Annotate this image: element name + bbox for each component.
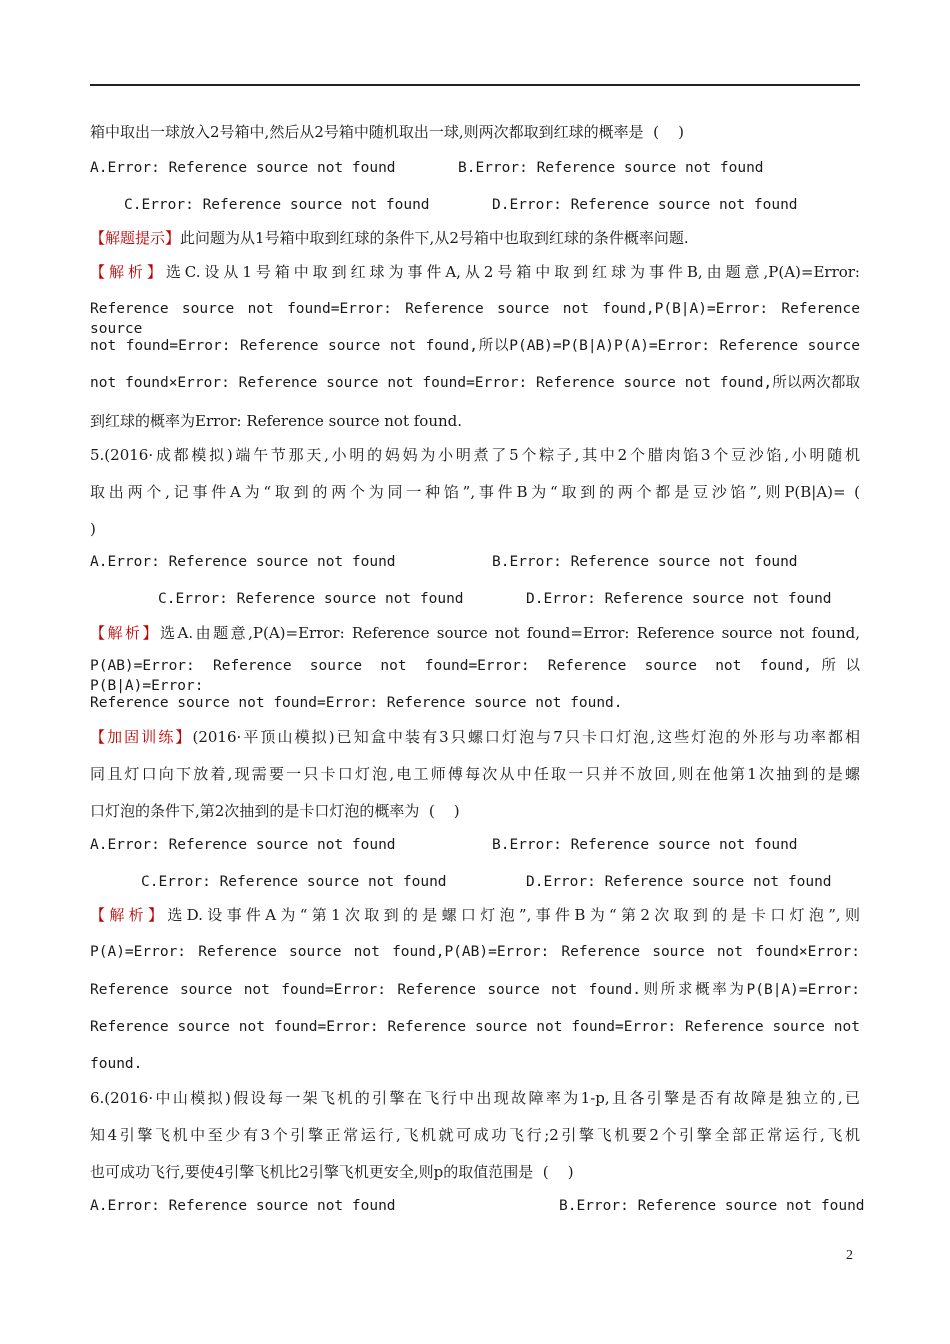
page-number: 2 bbox=[846, 1248, 853, 1263]
question-5-line-3: ) bbox=[90, 520, 96, 538]
q5-option-d: D.Error: Reference source not found bbox=[526, 591, 832, 607]
solution-4-line-4: not found×Error: Reference source not found=Error: Reference source not found,所以两次都取 bbox=[90, 375, 860, 391]
solution-5-line-2: P(AB)=Error: Reference source not found=Error: Reference source not found,所以P(B|A)=Error: bbox=[90, 658, 860, 694]
extension-line-3: 口灯泡的条件下,第2次抽到的是卡口灯泡的概率为 ( ) bbox=[90, 802, 460, 820]
hint-text: 此问题为从1号箱中取到红球的条件下,从2号箱中也取到红球的条件概率问题. bbox=[180, 229, 689, 247]
solution-ext-line-4: Reference source not found=Error: Reference source not found=Error: Reference source not bbox=[90, 1019, 860, 1035]
ext-option-b: B.Error: Reference source not found bbox=[492, 837, 798, 853]
solution-ext-line-2: P(A)=Error: Reference source not found,P(AB)=Error: Reference source not found×Error: bbox=[90, 944, 860, 960]
extension-line-2: 同且灯口向下放着,现需要一只卡口灯泡,电工师傅每次从中任取一只并不放回,则在他第1次抽到的是螺 bbox=[90, 765, 860, 783]
question-5-line-1: 5.(2016·成都模拟)端午节那天,小明的妈妈为小明煮了5个粽子,其中2个腊肉馅3个豆沙馅,小明随机 bbox=[90, 446, 860, 464]
q5-option-b: B.Error: Reference source not found bbox=[492, 554, 798, 570]
solution-tag: 【解析】 bbox=[90, 906, 168, 924]
q4-option-d: D.Error: Reference source not found bbox=[492, 197, 798, 213]
q5-option-a: A.Error: Reference source not found bbox=[90, 554, 396, 570]
solution-text: 选D.设事件A为“第1次取到的是螺口灯泡”,事件B为“第2次取到的是卡口灯泡”,则 bbox=[167, 906, 860, 924]
ext-option-d: D.Error: Reference source not found bbox=[526, 874, 832, 890]
solution-tag: 【解析】 bbox=[90, 263, 166, 281]
q4-option-c: C.Error: Reference source not found bbox=[124, 197, 430, 213]
hint-tag: 【解题提示】 bbox=[90, 229, 181, 247]
q4-option-b: B.Error: Reference source not found bbox=[458, 160, 764, 176]
solution-text: 选A.由题意,P(A)=Error: Reference source not found=Error: Reference source not found, bbox=[160, 624, 860, 642]
q5-option-c: C.Error: Reference source not found bbox=[158, 591, 464, 607]
solution-4-line-5: 到红球的概率为Error: Reference source not found. bbox=[90, 412, 463, 430]
header-rule bbox=[90, 84, 860, 86]
solution-4-line-1 bbox=[90, 262, 860, 282]
q6-option-b: B.Error: Reference source not found bbox=[559, 1198, 865, 1214]
extension-text: (2016·平顶山模拟)已知盒中装有3只螺口灯泡与7只卡口灯泡,这些灯泡的外形与功率都相 bbox=[192, 728, 860, 746]
question-4-stem-line: 箱中取出一球放入2号箱中,然后从2号箱中随机取出一球,则两次都取到红球的概率是 ( ) bbox=[90, 123, 684, 141]
question-6-line-1: 6.(2016·中山模拟)假设每一架飞机的引擎在飞行中出现故障率为1-p,且各引擎是否有故障是独立的,已 bbox=[90, 1089, 860, 1107]
question-6-line-3: 也可成功飞行,要使4引擎飞机比2引擎飞机更安全,则p的取值范围是 ( ) bbox=[90, 1163, 574, 1181]
solution-ext-line-5: found. bbox=[90, 1056, 143, 1072]
extension-line-1 bbox=[90, 727, 860, 747]
solution-5-line-3: Reference source not found=Error: Reference source not found. bbox=[90, 695, 623, 711]
question-6-line-2: 知4引擎飞机中至少有3个引擎正常运行,飞机就可成功飞行;2引擎飞机要2个引擎全部正常运行,飞机 bbox=[90, 1126, 860, 1144]
solution-4-line-2: Reference source not found=Error: Reference source not found,P(B|A)=Error: Reference source bbox=[90, 301, 860, 337]
solution-tag: 【解析】 bbox=[90, 624, 161, 642]
solution-5-line-1 bbox=[90, 623, 860, 643]
extension-tag: 【加固训练】 bbox=[90, 728, 193, 746]
q4-option-a: A.Error: Reference source not found bbox=[90, 160, 396, 176]
solution-text: 选C.设从1号箱中取到红球为事件A,从2号箱中取到红球为事件B,由题意,P(A)=Error: bbox=[165, 263, 860, 281]
hint-line bbox=[90, 228, 860, 248]
ext-option-a: A.Error: Reference source not found bbox=[90, 837, 396, 853]
solution-ext-line-3: Reference source not found=Error: Reference source not found.则所求概率为P(B|A)=Error: bbox=[90, 982, 860, 998]
solution-ext-line-1 bbox=[90, 905, 860, 925]
ext-option-c: C.Error: Reference source not found bbox=[141, 874, 447, 890]
question-5-line-2: 取出两个,记事件A为“取到的两个为同一种馅”,事件B为“取到的两个都是豆沙馅”,则P(B|A)= ( bbox=[90, 483, 860, 501]
q6-option-a: A.Error: Reference source not found bbox=[90, 1198, 396, 1214]
solution-4-line-3: not found=Error: Reference source not found,所以P(AB)=P(B|A)P(A)=Error: Reference source bbox=[90, 338, 860, 354]
